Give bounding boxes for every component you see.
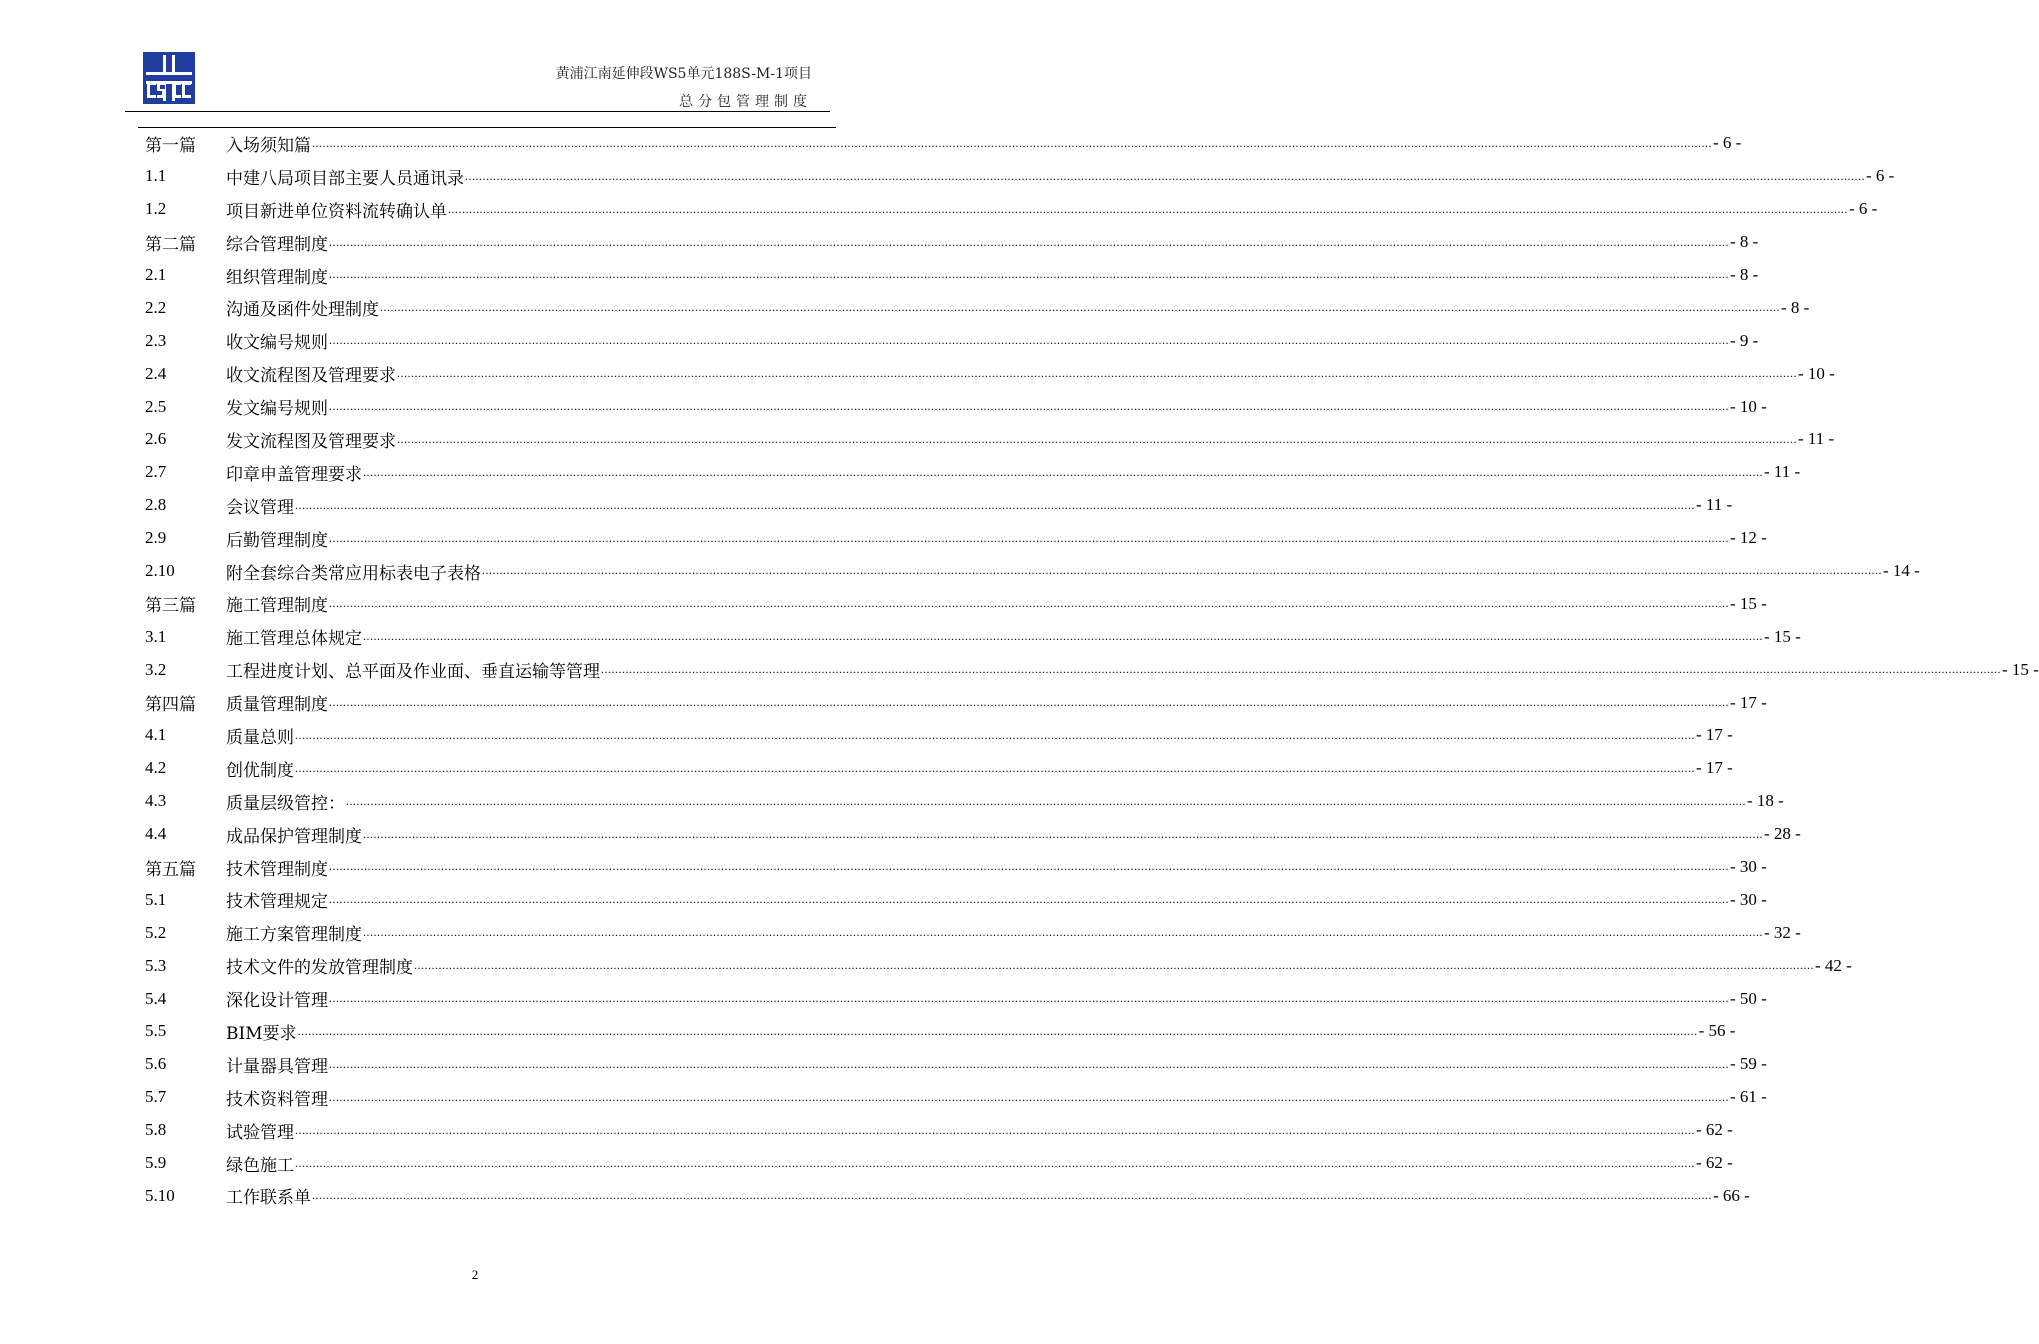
toc-entry-page: - 9 -	[1730, 330, 1759, 350]
toc-entry[interactable]	[145, 226, 1759, 259]
toc-entry[interactable]	[145, 587, 1767, 620]
toc-leader-dots: ................................................................................................................................................................................................................................................................................................................................................................................................................	[448, 201, 1848, 216]
toc-entry-number: 3.1	[145, 626, 167, 646]
toc-entry[interactable]	[145, 653, 2039, 686]
toc-entry-number: 5.5	[145, 1021, 167, 1041]
toc-entry-title: 成品保护管理制度	[226, 826, 362, 847]
toc-entry-title: 附全套综合类常应用标表电子表格	[226, 563, 481, 584]
toc-entry-number: 4.1	[145, 725, 167, 745]
toc-entry-number: 1.2	[145, 199, 167, 219]
toc-entry-number: 第二篇	[145, 234, 196, 254]
toc-leader-dots: ................................................................................................................................................................................................................................................................................................................................................................................................................	[363, 464, 1763, 479]
toc-entry-number: 第三篇	[145, 596, 196, 616]
toc-leader-dots: ................................................................................................................................................................................................................................................................................................................................................................................................................	[363, 629, 1763, 644]
toc-entry-title: 技术资料管理	[226, 1089, 328, 1110]
toc-entry[interactable]	[145, 916, 1801, 949]
toc-entry-page: - 6 -	[1849, 199, 1878, 219]
toc-entry-title: 中建八局项目部主要人员通讯录	[226, 168, 464, 189]
toc-entry-title: 质量管理制度	[226, 695, 328, 716]
toc-entry-number: 5.6	[145, 1054, 167, 1074]
toc-leader-dots: ................................................................................................................................................................................................................................................................................................................................................................................................................	[346, 793, 1746, 808]
toc-entry-page: - 15 -	[1730, 593, 1767, 613]
toc-entry-number: 2.7	[145, 462, 167, 482]
toc-entry-page: - 6 -	[1866, 166, 1895, 186]
toc-entry-title: 施工方案管理制度	[226, 925, 362, 946]
toc-entry-page: - 17 -	[1730, 692, 1767, 712]
toc-entry-page: - 62 -	[1696, 1120, 1733, 1140]
toc-entry[interactable]	[145, 752, 1733, 785]
toc-entry-number: 2.1	[145, 265, 167, 284]
toc-leader-dots: ................................................................................................................................................................................................................................................................................................................................................................................................................	[363, 925, 1763, 940]
toc-entry[interactable]	[145, 259, 1759, 292]
toc-leader-dots: ................................................................................................................................................................................................................................................................................................................................................................................................................	[312, 135, 1712, 150]
toc-entry[interactable]	[145, 785, 1784, 818]
toc-entry-page: - 50 -	[1730, 988, 1767, 1008]
toc-entry[interactable]	[145, 193, 1878, 226]
toc-entry-title: 后勤管理制度	[226, 530, 328, 551]
toc-entry-title: BIM要求	[226, 1023, 297, 1044]
toc-entry-title: 印章申盖管理要求	[226, 464, 362, 485]
toc-entry-title: 综合管理制度	[226, 234, 328, 255]
toc-entry[interactable]	[145, 982, 1767, 1015]
toc-entry-page: - 12 -	[1730, 528, 1767, 548]
toc-entry-page: - 66 -	[1713, 1185, 1750, 1205]
toc-entry-page: - 42 -	[1815, 955, 1852, 975]
toc-entry-page: - 17 -	[1696, 758, 1733, 778]
toc-entry-title: 施工管理制度	[226, 596, 328, 617]
toc-leader-dots: ................................................................................................................................................................................................................................................................................................................................................................................................................	[295, 760, 1695, 775]
toc-entry-page: - 18 -	[1747, 791, 1784, 811]
page-number: 2	[471, 1267, 479, 1282]
toc-entry[interactable]	[145, 555, 1920, 588]
toc-entry-number: 第五篇	[145, 859, 196, 879]
toc-entry-page: - 6 -	[1713, 133, 1742, 153]
toc-entry[interactable]	[145, 324, 1759, 357]
toc-entry-number: 2.6	[145, 429, 167, 449]
toc-entry[interactable]	[145, 883, 1767, 916]
toc-entry-number: 2.5	[145, 396, 167, 416]
toc-entry-page: - 30 -	[1730, 889, 1767, 909]
header-rule	[125, 111, 830, 112]
toc-entry-number: 2.9	[145, 528, 167, 548]
toc-entry[interactable]	[145, 851, 1767, 884]
toc-entry-page: - 8 -	[1730, 265, 1759, 284]
toc-entry-title: 组织管理制度	[226, 267, 328, 288]
toc-entry[interactable]	[145, 1015, 1736, 1048]
toc-entry[interactable]	[145, 949, 1852, 982]
toc-entry-title: 质量层级管控：	[226, 793, 345, 814]
toc-entry[interactable]	[145, 489, 1733, 522]
toc-leader-dots: ................................................................................................................................................................................................................................................................................................................................................................................................................	[297, 1023, 1698, 1038]
toc-entry-page: - 59 -	[1730, 1054, 1767, 1074]
toc-entry-number: 第一篇	[145, 135, 196, 155]
toc-entry[interactable]	[145, 818, 1801, 851]
toc-leader-dots: ................................................................................................................................................................................................................................................................................................................................................................................................................	[329, 892, 1729, 907]
toc-entry-title: 质量总则	[226, 727, 294, 748]
toc-leader-dots: ................................................................................................................................................................................................................................................................................................................................................................................................................	[329, 333, 1729, 348]
toc-leader-dots: ................................................................................................................................................................................................................................................................................................................................................................................................................	[329, 530, 1729, 545]
toc-entry-number: 第四篇	[145, 695, 196, 715]
toc-entry-title: 技术管理制度	[226, 859, 328, 880]
toc-entry-title: 技术文件的发放管理制度	[226, 958, 413, 979]
toc-entry-title: 施工管理总体规定	[226, 629, 362, 650]
toc-entry-number: 2.2	[145, 297, 167, 317]
toc-entry[interactable]	[145, 522, 1767, 555]
toc-leader-dots: ................................................................................................................................................................................................................................................................................................................................................................................................................	[295, 727, 1695, 742]
toc-entry[interactable]	[145, 160, 1895, 193]
toc-entry-title: 入场须知篇	[226, 135, 311, 156]
toc-entry-page: - 8 -	[1781, 297, 1810, 317]
toc-entry-number: 2.4	[145, 363, 167, 383]
toc-entry[interactable]	[145, 1180, 1750, 1213]
toc-leader-dots: ................................................................................................................................................................................................................................................................................................................................................................................................................	[329, 859, 1729, 874]
toc-entry-number: 5.1	[145, 889, 167, 909]
toc-leader-dots: ................................................................................................................................................................................................................................................................................................................................................................................................................	[397, 366, 1797, 381]
toc-leader-dots: ................................................................................................................................................................................................................................................................................................................................................................................................................	[414, 958, 1814, 973]
header-doc-title: 总分包管理制度	[679, 94, 812, 110]
toc-entry-number: 5.10	[145, 1185, 175, 1205]
toc-leader-dots: ................................................................................................................................................................................................................................................................................................................................................................................................................	[329, 234, 1729, 249]
toc-entry-page: - 28 -	[1764, 824, 1801, 844]
toc-leader-dots: ................................................................................................................................................................................................................................................................................................................................................................................................................	[380, 300, 1780, 315]
toc-entry-number: 2.8	[145, 495, 167, 515]
toc-entry-number: 5.4	[145, 988, 167, 1008]
toc-entry-page: - 15 -	[1764, 626, 1801, 646]
toc-entry-title: 试验管理	[226, 1122, 294, 1143]
toc-entry-page: - 11 -	[1696, 495, 1733, 515]
toc-entry-title: 沟通及函件处理制度	[226, 300, 379, 321]
toc-leader-dots: ................................................................................................................................................................................................................................................................................................................................................................................................................	[329, 991, 1729, 1006]
toc-entry[interactable]	[145, 390, 1767, 423]
toc-leader-dots: ................................................................................................................................................................................................................................................................................................................................................................................................................	[397, 431, 1797, 446]
toc-entry-page: - 15 -	[2002, 659, 2039, 679]
toc-entry[interactable]	[145, 423, 1835, 456]
toc-entry[interactable]	[145, 1081, 1767, 1114]
toc-entry[interactable]	[145, 719, 1733, 752]
toc-entry-page: - 10 -	[1730, 396, 1767, 416]
toc-entry-title: 工作联系单	[226, 1188, 311, 1209]
toc-entry-number: 4.2	[145, 758, 167, 778]
toc-entry-page: - 62 -	[1696, 1153, 1733, 1173]
toc-leader-dots: ................................................................................................................................................................................................................................................................................................................................................................................................................	[329, 695, 1729, 710]
toc-leader-dots: ................................................................................................................................................................................................................................................................................................................................................................................................................	[329, 1056, 1729, 1071]
toc-entry[interactable]	[145, 456, 1801, 489]
toc-entry-number: 3.2	[145, 659, 167, 679]
toc-entry-page: - 17 -	[1696, 725, 1733, 745]
toc-entry-title: 收文流程图及管理要求	[226, 366, 396, 387]
toc-entry-number: 5.9	[145, 1153, 167, 1173]
toc-entry[interactable]	[145, 620, 1801, 653]
toc-entry-page: - 14 -	[1883, 561, 1920, 581]
toc-entry-page: - 8 -	[1730, 232, 1759, 252]
toc-leader-dots: ................................................................................................................................................................................................................................................................................................................................................................................................................	[329, 267, 1729, 282]
toc-leader-dots: ................................................................................................................................................................................................................................................................................................................................................................................................................	[312, 1188, 1712, 1203]
toc-entry[interactable]	[145, 1048, 1767, 1081]
toc-entry-number: 1.1	[145, 166, 167, 186]
toc-entry-number: 4.3	[145, 791, 167, 811]
toc-leader-dots: ................................................................................................................................................................................................................................................................................................................................................................................................................	[329, 596, 1729, 611]
toc-entry-title: 发文编号规则	[226, 399, 328, 420]
toc-entry[interactable]	[145, 686, 1767, 719]
toc-entry-page: - 32 -	[1764, 922, 1801, 942]
toc-entry-page: - 56 -	[1698, 1021, 1736, 1041]
toc-entry[interactable]	[145, 1114, 1733, 1147]
toc-entry[interactable]	[145, 127, 1742, 160]
toc-leader-dots: ................................................................................................................................................................................................................................................................................................................................................................................................................	[329, 399, 1729, 414]
toc-entry-page: - 61 -	[1730, 1087, 1767, 1107]
toc-entry-page: - 30 -	[1730, 857, 1767, 877]
toc-leader-dots: ................................................................................................................................................................................................................................................................................................................................................................................................................	[295, 1122, 1695, 1137]
toc-entry[interactable]	[145, 1147, 1733, 1180]
toc-leader-dots: ................................................................................................................................................................................................................................................................................................................................................................................................................	[363, 826, 1763, 841]
toc-entry-title: 收文编号规则	[226, 333, 328, 354]
toc-entry-number: 4.4	[145, 824, 167, 844]
toc-entry-title: 项目新进单位资料流转确认单	[226, 201, 447, 222]
toc-entry-number: 2.10	[145, 561, 175, 581]
cscec-logo	[143, 52, 195, 104]
toc-entry[interactable]	[145, 357, 1835, 390]
toc-leader-dots: ................................................................................................................................................................................................................................................................................................................................................................................................................	[295, 1155, 1695, 1170]
toc-leader-dots: ................................................................................................................................................................................................................................................................................................................................................................................................................	[465, 168, 1865, 183]
toc-entry-page: - 11 -	[1764, 462, 1801, 482]
toc-entry-number: 5.7	[145, 1087, 167, 1107]
toc-entry-page: - 11 -	[1798, 429, 1835, 449]
toc-entry-number: 5.3	[145, 955, 167, 975]
toc-entry-page: - 10 -	[1798, 363, 1835, 383]
toc-entry-number: 2.3	[145, 330, 167, 350]
toc-entry-title: 发文流程图及管理要求	[226, 431, 396, 452]
toc-entry-title: 深化设计管理	[226, 991, 328, 1012]
toc-leader-dots: ................................................................................................................................................................................................................................................................................................................................................................................................................	[601, 662, 2001, 677]
toc-entry-title: 创优制度	[226, 760, 294, 781]
toc-entry[interactable]	[145, 291, 1810, 324]
toc-leader-dots: ................................................................................................................................................................................................................................................................................................................................................................................................................	[482, 563, 1882, 578]
toc-leader-dots: ................................................................................................................................................................................................................................................................................................................................................................................................................	[329, 1089, 1729, 1104]
toc-leader-dots: ................................................................................................................................................................................................................................................................................................................................................................................................................	[295, 497, 1695, 512]
toc-entry-title: 绿色施工	[226, 1155, 294, 1176]
toc-entry-number: 5.8	[145, 1120, 167, 1140]
toc-entry-title: 技术管理规定	[226, 892, 328, 913]
toc-entry-title: 计量器具管理	[226, 1056, 328, 1077]
table-of-contents	[145, 127, 2039, 1212]
toc-entry-title: 工程进度计划、总平面及作业面、垂直运输等管理	[226, 662, 600, 683]
toc-entry-title: 会议管理	[226, 497, 294, 518]
toc-entry-number: 5.2	[145, 922, 167, 942]
header-project-line: 黄浦江南延伸段WS5单元188S-M-1项目	[555, 66, 812, 82]
